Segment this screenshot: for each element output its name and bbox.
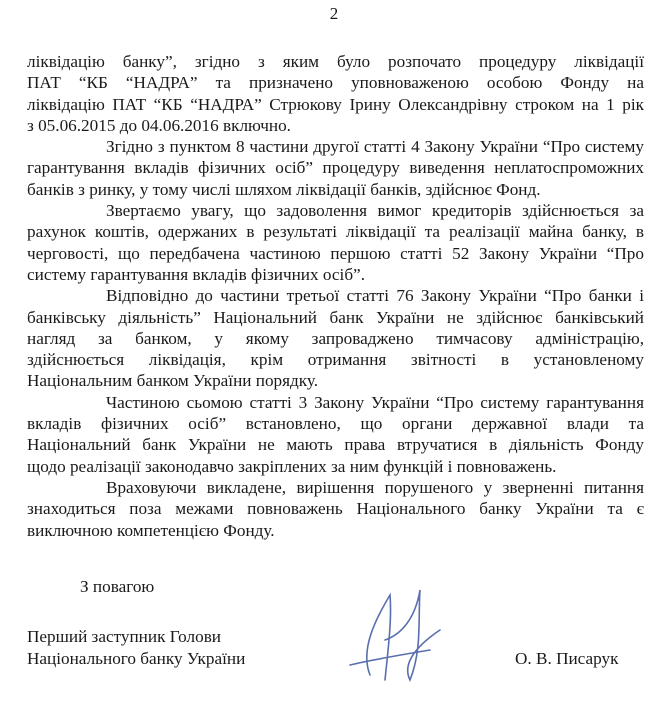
paragraph-line: ПАТ “КБ “НАДРА” та призначено уповноваженою особою Фонду на (27, 73, 644, 93)
handwritten-signature (330, 580, 460, 690)
paragraph-line: Національним банком України порядку. (27, 371, 319, 391)
paragraph-line: систему гарантування вкладів фізичних осіб”. (27, 264, 365, 284)
paragraph-line: банківську діяльність” Національний банк України не здійснює банківський (27, 307, 644, 327)
page-number: 2 (329, 4, 339, 23)
paragraph-line: Згідно з пунктом 8 частини другої статті 4 Закону України “Про систему (106, 137, 644, 157)
paragraph-line: гарантування вкладів фізичних осіб” процедуру виведення неплатоспроможних (27, 158, 644, 178)
paragraph-line: Враховуючи викладене, вирішення порушеного у зверненні питання (106, 477, 644, 497)
paragraph-line: нагляд за банком, у якому запроваджено тимчасову адміністрацію, (27, 328, 644, 348)
signatory-name: О. В. Писарук (515, 649, 619, 668)
paragraph-line: з 05.06.2015 до 04.06.2016 включно. (27, 115, 291, 135)
closing: З повагою (80, 577, 155, 596)
paragraph-line: черговості, що передбачена частиною першою статті 52 Закону України “Про (27, 243, 644, 263)
signatory-title-line-1: Перший заступник Голови (27, 627, 222, 646)
paragraph-line: щодо реалізації законодавчо закріплених за ним функцій і повноважень. (27, 456, 557, 476)
paragraph-line: вкладів фізичних осіб” встановлено, що органи державної влади та (27, 414, 644, 434)
paragraph-line: рахунок коштів, одержаних в результаті ліквідації та реалізації майна банку, в (27, 222, 644, 242)
paragraph-line: виключною компетенцією Фонду. (27, 520, 275, 540)
paragraph-line: знаходиться поза межами повноважень Національного банку України та є (27, 499, 644, 519)
paragraph-line: банків з ринку, у тому числі шляхом ліквідації банків, здійснює Фонд. (27, 179, 541, 199)
paragraph-line: Звертаємо увагу, що задоволення вимог кредиторів здійснюється за (106, 201, 644, 221)
paragraph-line: Відповідно до частини третьої статті 76 Закону України “Про банки і (106, 286, 644, 306)
paragraph-line: ліквідацію банку”, згідно з яким було розпочато процедуру ліквідації (27, 52, 644, 71)
paragraph-line: здійснюється ліквідація, крім отримання звітності в установленому (27, 350, 644, 370)
paragraph-line: ліквідацію ПАТ “КБ “НАДРА” Стрюкову Ірину Олександрівну строком на 1 рік (27, 94, 644, 114)
signatory-title-line-2: Національного банку України (27, 649, 246, 668)
paragraph-line: Частиною сьомою статті 3 Закону України “Про систему гарантування (106, 392, 644, 412)
paragraph-line: Національний банк України не мають права втручатися в діяльність Фонду (27, 435, 644, 455)
letter-body (27, 51, 644, 541)
